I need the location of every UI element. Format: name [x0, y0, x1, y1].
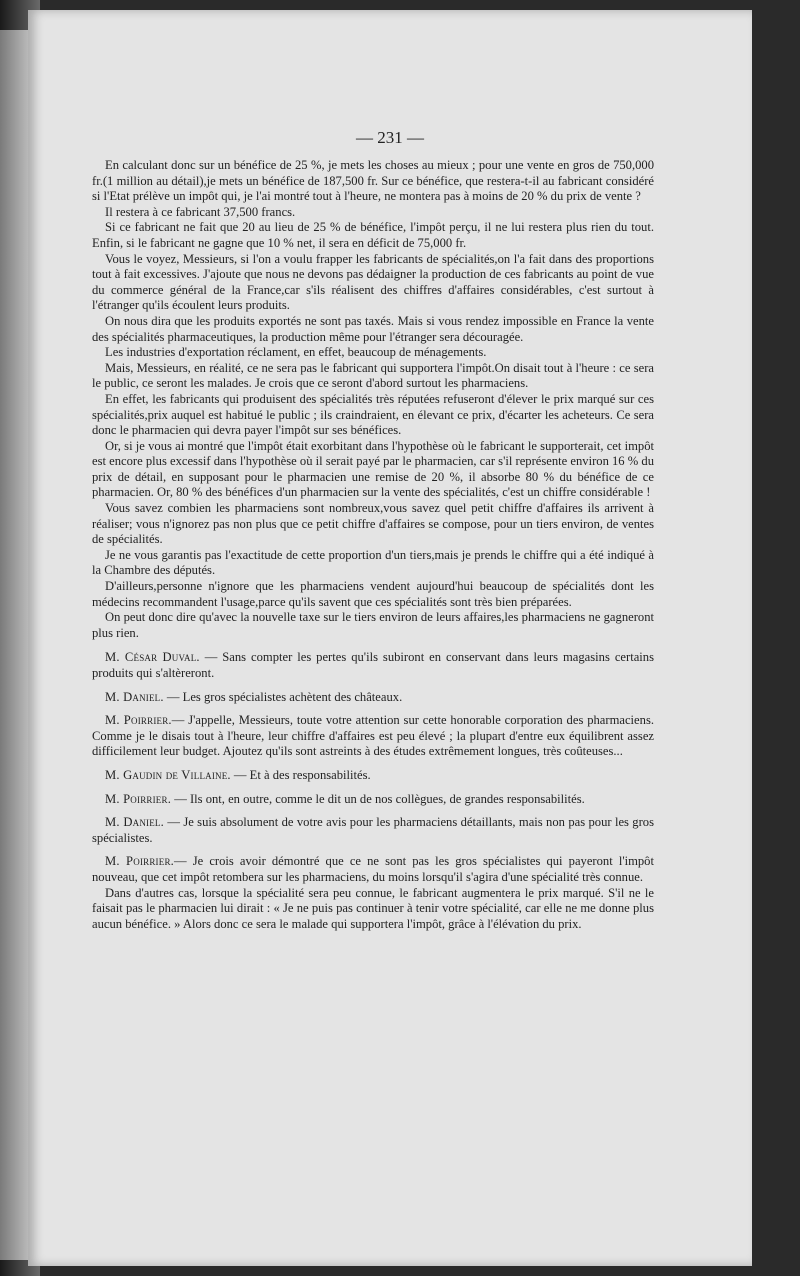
- book-page: [28, 10, 752, 1266]
- paragraph: En effet, les fabricants qui produisent des spécialités très réputées refuseront d'élever le prix marqué sur ces spécialités,prix auquel est habitué le public ; ils craindraient, en élevant ce prix, d'écarter les acheteurs. Ce sera donc le pharmacien qui devra payer l'impôt sur ses bénéfices.: [92, 391, 654, 438]
- speaker-name: M. Poirrier.: [105, 791, 172, 806]
- speech-text: — Et à des responsabilités.: [230, 767, 371, 782]
- paragraph: Les industries d'exportation réclament, en effet, beaucoup de ménagements.: [105, 345, 487, 360]
- speaker-name: M. Daniel.: [105, 815, 164, 830]
- paragraph: Or, si je vous ai montré que l'impôt était exorbitant dans l'hypothèse où le fabricant le supporterait, cet impôt est encore plus excessif dans l'hypothèse où il serait payé par le pharmacien, car s'il représente environ 16 % du prix de détail, en supposant pour le pharmacien une remise de 20 %, il absorbe 80 % du bénéfice de ce pharmacien. Or, 80 % des bénéfices d'un pharmacien sur la vente des spécialités, c'est un chiffre considérable !: [92, 438, 654, 500]
- speech-text: — Les gros spécialistes achètent des châteaux.: [163, 689, 403, 704]
- speech-cesar-duval: [92, 650, 654, 681]
- speaker-name: M. Gaudin de Villaine.: [105, 767, 231, 782]
- paragraph: Si ce fabricant ne fait que 20 au lieu de 25 % de bénéfice, l'impôt perçu, il ne lui restera plus rien du tout. Enfin, si le fabricant ne gagne que 10 % net, il sera en déficit de 75,000 fr.: [92, 220, 654, 250]
- paragraph-closing: Dans d'autres cas, lorsque la spécialité sera peu connue, le fabricant augmentera le prix marqué. S'il ne le faisait pas le pharmacien lui dirait : « Je ne puis pas continuer à tenir votre spécialité, car elle ne me donne plus aucun bénéfice. » Alors donc ce sera le malade qui supportera l'impôt, grâce à l'élévation du prix.: [92, 885, 654, 931]
- page-number: — 231 —: [356, 128, 424, 147]
- speech-text: — Je crois avoir démontré que ce ne sont pas les gros spécialistes qui payeront l'impôt nouveau, que cet impôt retombera sur les pharmaciens, du moins lorsqu'il s'agira d'une spécialité très connue.: [92, 854, 654, 884]
- previous-page-edge: [0, 30, 30, 1260]
- speech-poirrier: [92, 854, 654, 885]
- paragraph: Vous savez combien les pharmaciens sont nombreux,vous savez quel petit chiffre d'affaires ils arrivent à réaliser; vous n'ignorez pas non plus que ce petit chiffre d'affaires se compose, pour un tiers environ, de ventes de spécialités.: [92, 501, 654, 547]
- paragraph: Vous le voyez, Messieurs, si l'on a voulu frapper les fabricants de spécialités,on l'a fait dans des proportions tout à fait excessives. J'ajoute que nous ne devons pas dédaigner la production de ces fabricants au point de vue du commerce général de la France,car s'ils réalisent des chiffres d'affaires considérables, c'est surtout à l'étranger qu'ils écoulent leurs produits.: [92, 251, 654, 313]
- paragraph: Mais, Messieurs, en réalité, ce ne sera pas le fabricant qui supportera l'impôt.On disait tout à l'heure : ce sera le public, ce seront les malades. Je crois que ce seront d'abord surtout les pharmaciens.: [92, 360, 654, 391]
- speaker-name: M. Poirrier.: [105, 713, 172, 728]
- paragraph: D'ailleurs,personne n'ignore que les pharmaciens vendent aujourd'hui beaucoup de spécialités dont les médecins recommandent l'usage,parce qu'ils savent que ces spécialités sont très bien préparées.: [92, 579, 654, 609]
- paragraph: En calculant donc sur un bénéfice de 25 %, je mets les choses au mieux ; pour une vente en gros de 750,000 fr.(1 million au détail),je mets un bénéfice de 187,500 fr. Sur ce bénéfice, que restera-t-il au fabricant considéré si l'Etat prélève un impôt qui, je l'ai montré tout à l'heure, ne montera pas à moins de 20 % du prix de vente ?: [92, 158, 654, 204]
- speech-poirrier: [92, 713, 654, 760]
- paragraph: Je ne vous garantis pas l'exactitude de cette proportion d'un tiers,mais je prends le chiffre qui a été indiqué à la Chambre des députés.: [92, 547, 654, 578]
- paragraph: Il restera à ce fabricant 37,500 francs.: [105, 204, 296, 219]
- paragraph: On nous dira que les produits exportés ne sont pas taxés. Mais si vous rendez impossible en France la vente des spécialités pharmaceutiques, la production même pour l'étranger sera découragée.: [92, 313, 654, 344]
- speech-text: — Sans compter les pertes qu'ils subiront en conservant dans leurs magasins certains produits qui s'altèreront.: [92, 650, 654, 680]
- speech-gaudin-de-villaine: [92, 768, 654, 784]
- speech-daniel: [92, 815, 654, 846]
- paragraph: On peut donc dire qu'avec la nouvelle taxe sur le tiers environ de leurs affaires,les pharmaciens ne gagneront plus rien.: [92, 610, 654, 640]
- speaker-name: M. Poirrier.: [105, 854, 175, 869]
- speech-text: — J'appelle, Messieurs, toute votre attention sur cette honorable corporation des pharmaciens. Comme je le disais tout à l'heure, leur chiffre d'affaires est peu élevé ; la plupart d'entre eux équilibrent assez difficilement leur budget. Ajoutez qu'ils sont astreints à des études extrêmement longues, très coûteuses...: [92, 713, 654, 759]
- speech-poirrier: [92, 792, 654, 808]
- speech-text: — Ils ont, en outre, comme le dit un de nos collègues, de grandes responsabilités.: [171, 791, 585, 806]
- speech-daniel: [92, 690, 654, 706]
- body-text: [92, 158, 654, 932]
- speaker-name: M. Daniel.: [105, 689, 164, 704]
- speaker-name: M. César Duval.: [105, 650, 200, 665]
- speech-text: — Je suis absolument de votre avis pour les pharmaciens détaillants, mais non pas pour les gros spécialistes.: [92, 815, 654, 845]
